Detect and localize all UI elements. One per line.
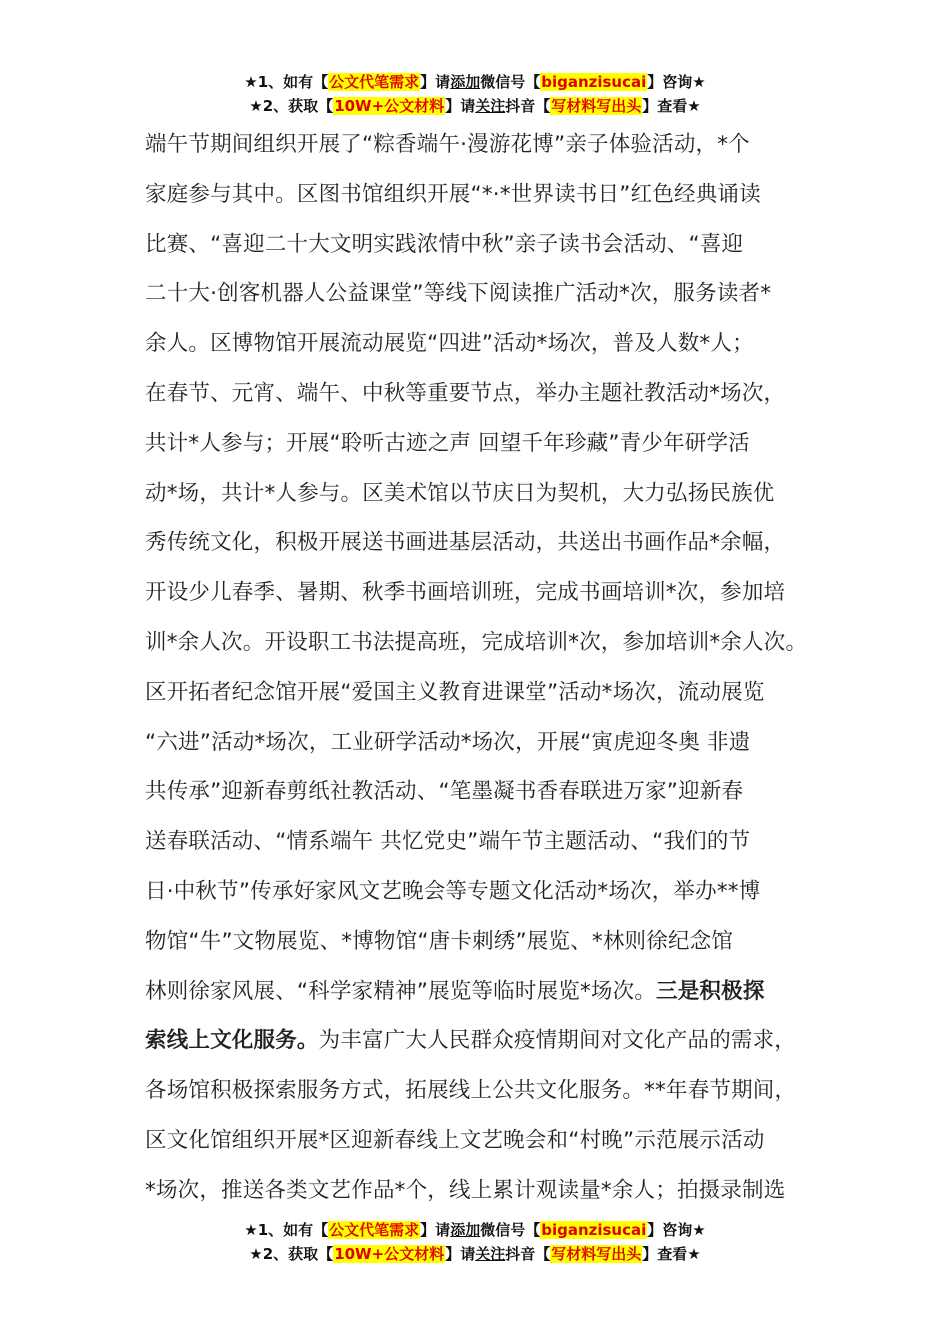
body-line: 动*场，共计*人参与。区美术馆以节庆日为契机，大力弘扬民族优 (145, 480, 775, 506)
banner-line-1 (0, 70, 950, 94)
body-line: 在春节、元宵、端午、中秋等重要节点，举办主题社教活动*场次， (145, 380, 786, 406)
body-line: 训*余人次。开设职工书法提高班，完成培训*次，参加培训*余人次。 (145, 629, 808, 655)
banner-text: ★2、获取【 (249, 97, 334, 115)
banner-text: 】查看★ (642, 97, 701, 115)
body-line: 日·中秋节”传承好家风文艺晚会等专题文化活动*场次，举办**博 (145, 878, 761, 904)
body-line: “六进”活动*场次，工业研学活动*场次，开展“寅虎迎冬奥 非遗 (145, 729, 751, 755)
body-line: 物馆“牛”文物展览、*博物馆“唐卡刺绣”展览、*林则徐纪念馆 (145, 928, 734, 954)
banner-underlined: 关注 (475, 1245, 506, 1263)
body-line-with-heading (145, 1016, 825, 1066)
banner-highlight: 公文代笔需求 (329, 1221, 420, 1239)
body-line: 二十大·创客机器人公益课堂”等线下阅读推广活动*次，服务读者* (145, 281, 772, 307)
banner-highlight-wechat: biganzisucai (541, 73, 647, 91)
body-line: 家庭参与其中。区图书馆组织开展“*·*世界读书日”红色经典诵读 (145, 181, 761, 207)
footer-banner (0, 1218, 950, 1266)
banner-text: 】咨询★ (647, 73, 706, 91)
banner-underlined: 关注 (475, 97, 506, 115)
banner-text: 抖音【 (505, 1245, 551, 1263)
body-line: 共计*人参与；开展“聆听古迹之声 回望千年珍藏”青少年研学活 (145, 430, 750, 456)
header-banner (0, 70, 950, 118)
banner-text: ★2、获取【 (249, 1245, 334, 1263)
body-line: 共传承”迎新春剪纸社教活动、“笔墨凝书香春联进万家”迎新春 (145, 779, 744, 805)
banner-text: 微信号【 (480, 1221, 541, 1239)
banner-text: 】查看★ (642, 1245, 701, 1263)
body-line: *场次，推送各类文艺作品*个，线上累计观读量*余人；拍摄录制选 (145, 1177, 786, 1203)
banner-line-1 (0, 1218, 950, 1242)
body-line: 余人。区博物馆开展流动展览“四进”活动*场次，普及人数*人； (145, 331, 754, 357)
body-line: 各场馆积极探索服务方式，拓展线上公共文化服务。**年春节期间， (145, 1078, 797, 1104)
body-line: 秀传统文化，积极开展送书画进基层活动，共送出书画作品*余幅， (145, 530, 786, 556)
banner-text: 】请 (445, 97, 476, 115)
body-line: 端午节期间组织开展了“粽香端午·漫游花博”亲子体验活动，*个 (145, 132, 750, 157)
banner-text: 抖音【 (505, 97, 551, 115)
banner-text: 微信号【 (480, 73, 541, 91)
banner-highlight-douyin: 写材料写出头 (551, 97, 642, 115)
body-text: 为丰富广大人民群众疫情期间对文化产品的需求， (318, 1028, 797, 1054)
banner-highlight: 公文代笔需求 (329, 73, 420, 91)
banner-underlined: 添加 (450, 1221, 481, 1239)
body-line: 比赛、“喜迎二十大文明实践浓情中秋”亲子读书会活动、“喜迎 (145, 231, 744, 257)
banner-text: 】请 (445, 1245, 476, 1263)
banner-underlined: 添加 (450, 73, 481, 91)
section-heading-end: 索线上文化服务。 (145, 1028, 319, 1054)
body-text: 林则徐家风展、“科学家精神”展览等临时展览*场次。 (145, 978, 657, 1004)
banner-text: ★1、如有【 (244, 73, 329, 91)
banner-highlight: 10W+公文材料 (334, 1245, 445, 1263)
body-line: 送春联活动、“情系端午 共忆党史”端午节主题活动、“我们的节 (145, 829, 751, 855)
banner-text: 】请 (420, 73, 451, 91)
banner-text: 】请 (420, 1221, 451, 1239)
banner-highlight-wechat: biganzisucai (541, 1221, 647, 1239)
banner-line-2 (0, 1242, 950, 1266)
body-line: 开设少儿春季、暑期、秋季书画培训班，完成书画培训*次，参加培 (145, 580, 786, 606)
banner-text: 】咨询★ (647, 1221, 706, 1239)
banner-line-2 (0, 94, 950, 118)
body-line-with-heading (145, 967, 825, 1017)
banner-text: ★1、如有【 (244, 1221, 329, 1239)
document-body (145, 120, 825, 1216)
banner-highlight: 10W+公文材料 (334, 97, 445, 115)
section-heading-start: 三是积极探 (656, 978, 765, 1004)
banner-highlight-douyin: 写材料写出头 (551, 1245, 642, 1263)
body-line: 区文化馆组织开展*区迎新春线上文艺晚会和“村晚”示范展示活动 (145, 1127, 765, 1153)
body-line: 区开拓者纪念馆开展“爱国主义教育进课堂”活动*场次，流动展览 (145, 679, 765, 705)
